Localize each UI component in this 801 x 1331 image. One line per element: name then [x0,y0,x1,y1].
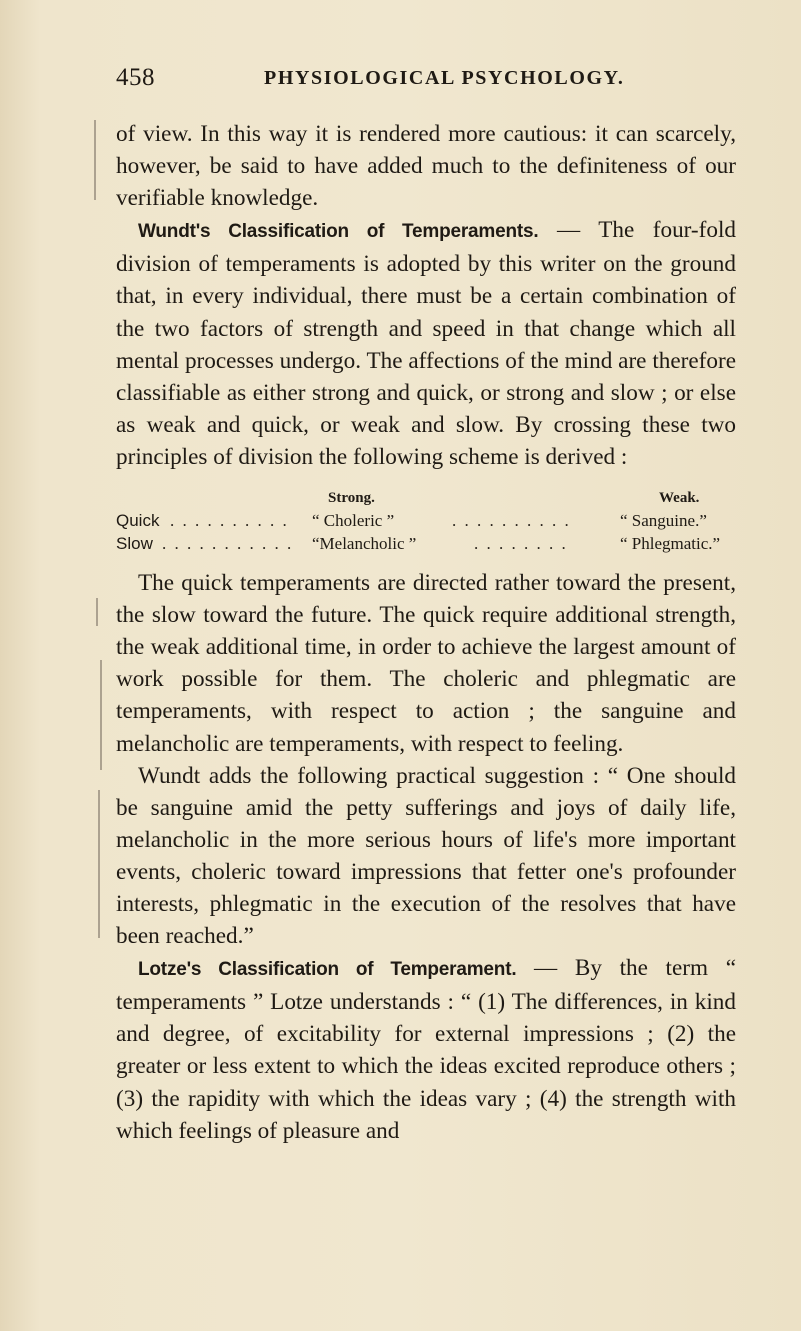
leader-dots: . . . . . . . . . . [170,511,289,531]
cell-strong: “ Choleric ” [312,511,395,531]
paragraph-text: — The four-fold division of temperaments is adopted by this writer on the ground that, in every individual, there must be a certain combination of the two factors of strength and speed in that change which all mental processes undergo. The affections of the mind are therefore classifiable as either strong and quick, or strong and slow ; or else as weak and quick, or weak and slow. By crossing these two principles of division the following scheme is derived : [116,217,736,470]
margin-mark [98,790,100,938]
table-row [116,509,736,532]
leader-dots: . . . . . . . . [474,534,568,554]
cell-weak: “ Phlegmatic.” [620,534,721,554]
page-header [116,64,736,104]
leader-dots: . . . . . . . . . . [452,511,571,531]
column-header-strong: Strong. [328,490,375,507]
margin-mark [100,660,102,770]
cell-weak: “ Sanguine.” [620,511,707,531]
leader-dots: . . . . . . . . . . . [162,534,294,554]
paragraph: of view. In this way it is rendered more cautious: it can scarcely, however, be said to have added much to the definiteness of our verifiable knowledge. [116,121,736,212]
page-number: 458 [116,64,155,91]
table-row [116,532,736,555]
paragraph: Wundt adds the following practical suggestion : “ One should be sanguine amid the petty sufferings and joys of daily life, melancholic in the more serious hours of life's more important events, choleric toward impressions that fetter one's profounder interests, phlegmatic in the execution of the resolves that have been reached.” [116,762,736,950]
margin-mark [94,120,96,200]
column-header-weak: Weak. [659,490,700,507]
margin-mark [96,598,98,626]
row-label: Slow [116,534,153,554]
temperament-scheme-table [116,487,736,555]
paragraph [116,214,736,473]
paragraph-text: — By the term “ temperaments ” Lotze understands : “ (1) The differences, in kind and degree, of excitability for external impressions ; (2) the greater or less extent to which the ideas excited reproduce others ; (3) the rapidity with which the ideas vary ; (4) the strength with which feelings of pleasure and [116,955,736,1144]
body-text [116,118,736,1147]
section-heading: Wundt's Classification of Temperaments. [138,221,539,243]
section-heading: Lotze's Classification of Temperament. [138,959,517,981]
running-head: PHYSIOLOGICAL PSYCHOLOGY. [264,67,625,89]
paragraph: The quick temperaments are directed rather toward the present, the slow toward the future. The quick require additional strength, the weak additional time, in order to achieve the largest amount of work possible for them. The choleric and phlegmatic are temperaments, with respect to action ; the sanguine and melancholic are temperaments, with respect to feeling. [116,570,736,757]
paragraph [116,952,736,1147]
row-label: Quick [116,511,160,531]
cell-strong: “Melancholic ” [312,534,417,554]
